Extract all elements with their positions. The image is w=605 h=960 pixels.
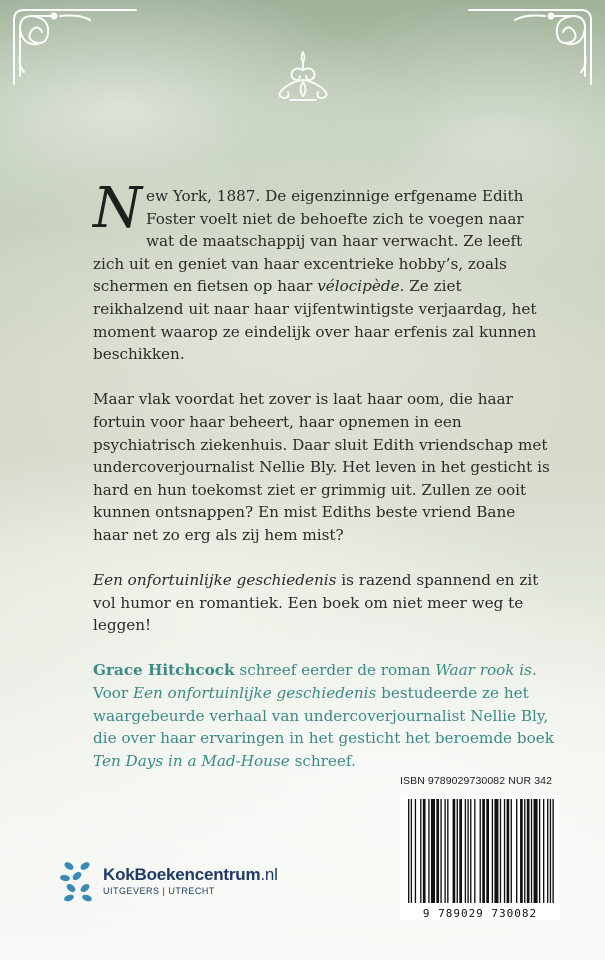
barcode-bar	[486, 799, 489, 903]
barcode-bar	[527, 799, 530, 903]
blurb-text-span: Ze ziet reikhalzend uit naar haar vijfentwintigste verjaardag, het moment waarop ze eindelijk over haar erfenis zal kunnen beschikken.	[93, 277, 537, 364]
blurb-paragraph-1	[93, 176, 555, 366]
barcode-bar	[444, 799, 445, 903]
blurb-text-span: ew York, 1887. De eigenzinnige erfgename Edith Foster voelt niet de behoefte zich te voegen naar wat de maatschappij van haar verwacht. Ze leeft zich uit en geniet van haar excentrieke hobby’s, zoals schermen en fietsen op haar	[93, 187, 524, 296]
barcode-bar	[539, 799, 540, 903]
barcode-bar	[504, 799, 505, 903]
barcode-bar	[520, 799, 523, 903]
barcode-bar	[431, 799, 435, 903]
barcode-digits: 9 789029 730082	[400, 907, 560, 920]
barcode-bar	[482, 799, 485, 903]
corner-ornament-icon	[10, 6, 140, 86]
author-book-title: Een onfortuinlijke geschiedenis	[132, 684, 377, 703]
publisher-wordmark	[103, 865, 278, 885]
barcode-bar	[428, 799, 429, 903]
barcode-bar	[440, 799, 441, 903]
barcode-bar	[415, 799, 416, 903]
corner-ornament-icon	[465, 6, 595, 86]
book-title-italic: Een onfortuinlijke geschiedenis	[93, 571, 337, 590]
drop-cap: N	[93, 176, 142, 241]
author-book-title: Waar rook is.	[435, 661, 537, 680]
barcode-bar	[524, 799, 525, 903]
barcode-bar	[408, 799, 409, 903]
author-name: Grace Hitchcock	[93, 661, 235, 680]
blurb-text	[93, 176, 555, 795]
publisher-wordmark-main: KokBoekencentrum	[103, 864, 261, 884]
barcode-bar	[465, 799, 466, 903]
barcode-bar	[459, 799, 462, 903]
barcode-bar	[516, 799, 517, 903]
author-bio-text: Voor	[93, 684, 133, 703]
barcode-bar	[420, 799, 421, 903]
barcode-bar	[507, 799, 510, 903]
barcode-bar	[467, 799, 468, 903]
barcode-bar	[492, 799, 493, 903]
barcode-bar	[470, 799, 471, 903]
barcode-bar	[511, 799, 512, 903]
barcode-area	[400, 775, 560, 920]
blurb-italic-word: vélocipède.	[317, 277, 405, 296]
barcode-bar	[534, 799, 538, 903]
barcode-bar	[436, 799, 439, 903]
flourish-icon	[270, 48, 336, 104]
barcode-bar	[423, 799, 426, 903]
barcode-bar	[447, 799, 448, 903]
barcode	[400, 795, 560, 920]
barcode-bar	[543, 799, 544, 903]
author-bio	[93, 659, 555, 772]
blurb-paragraph-2: Maar vlak voordat het zover is laat haar oom, die haar fortuin voor haar beheert, haar opnemen in een psychiatrisch ziekenhuis. Daar sluit Edith vriendschap met undercoverjournalist Nellie Bly. Het leven in het gesticht is hard en hun toekomst ziet er grimmig uit. Zullen ze ooit kunnen ontsnappen? En mist Ediths beste vriend Bane haar net zo erg als zij hem mist?	[93, 390, 550, 544]
barcode-bar	[494, 799, 498, 903]
barcode-bar	[552, 799, 553, 903]
barcode-bar	[480, 799, 481, 903]
blurb-paragraph-3	[93, 569, 555, 637]
barcode-bar	[500, 799, 501, 903]
publisher-wordmark-suffix: .nl	[260, 864, 278, 884]
publisher-logo-icon	[57, 858, 97, 902]
barcode-bar	[531, 799, 532, 903]
barcode-bar	[457, 799, 458, 903]
author-bio-text: schreef eerder de roman	[234, 661, 436, 680]
blurb-text-span: is razend spannend en zit vol humor en romantiek. Een boek om niet meer weg te leggen!	[93, 571, 539, 635]
publisher-subtitle: UITGEVERS | UTRECHT	[103, 885, 215, 896]
barcode-bar	[474, 799, 475, 903]
barcode-bars	[400, 795, 560, 905]
barcode-bar	[411, 799, 412, 903]
barcode-bar	[550, 799, 551, 903]
author-bio-text: bestudeerde ze het waargebeurde verhaal van undercoverjournalist Nellie Bly, die over haar ervaringen in het gesticht het beroemde boek	[93, 684, 554, 748]
barcode-bar	[453, 799, 456, 903]
author-book-title: Ten Days in a Mad-House	[93, 751, 290, 770]
isbn-label: ISBN 9789029730082 NUR 342	[400, 775, 553, 787]
publisher-name	[103, 865, 278, 896]
publisher-logo	[57, 858, 278, 902]
author-bio-text: schreef.	[289, 751, 356, 770]
barcode-bar	[547, 799, 548, 903]
